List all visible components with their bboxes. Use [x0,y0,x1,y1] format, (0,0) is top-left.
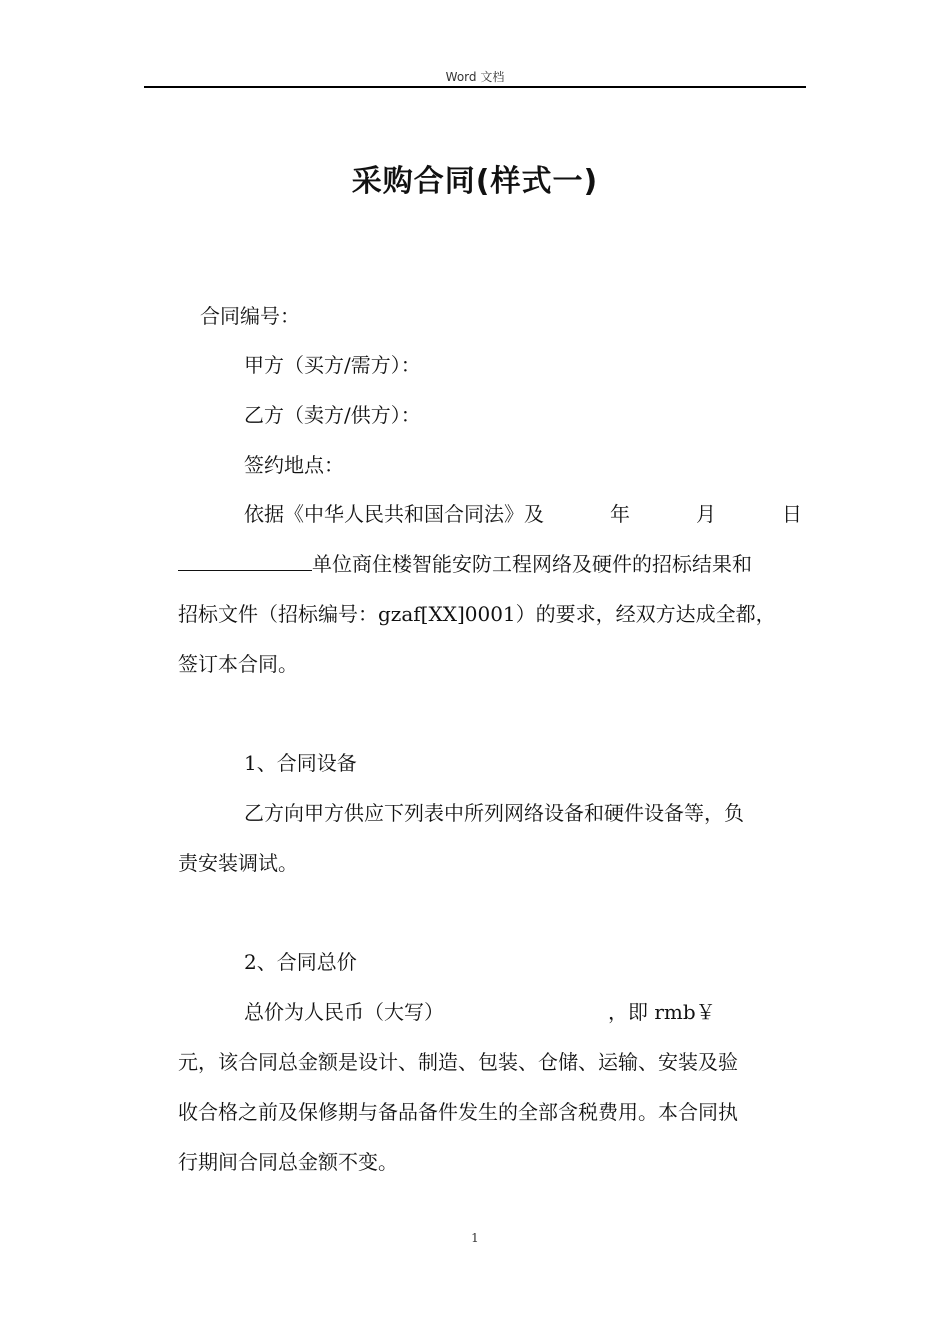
section-text [244,998,716,1026]
section-heading: 1、合同设备 [244,751,357,775]
intro-line-2 [178,550,752,578]
blank-underline [178,552,312,571]
section-text: 行期间合同总金额不变。 [178,1150,398,1174]
intro-text: 依据《中华人民共和国合同法》及 [244,502,544,526]
section-text: 乙方向甲方供应下列表中所列网络设备和硬件设备等，负 [244,801,744,825]
signing-place-label: 签约地点： [244,453,344,477]
header-divider [144,86,806,88]
header-text: Word 文档 [445,70,505,84]
price-label: 总价为人民币（大写） [244,1000,444,1024]
intro-line-3: 招标文件（招标编号：gzaf[XX]0001）的要求，经双方达成全都， [178,602,776,626]
intro-text: 单位商住楼智能安防工程网络及硬件的招标结果和 [312,552,752,576]
document-title: 采购合同(样式一) [351,164,599,199]
section-text: 收合格之前及保修期与备品备件发生的全部含税费用。本合同执 [178,1100,738,1124]
page-number: 1 [471,1231,479,1245]
intro-line-1 [244,500,802,528]
month-label: 月 [696,502,716,526]
party-b-label: 乙方（卖方/供方）： [244,403,421,427]
section-text: 元，该合同总金额是设计、制造、包装、仓储、运输、安装及验 [178,1050,738,1074]
year-label: 年 [610,502,630,526]
rmb-label: ，即 rmb￥ [608,1000,716,1024]
section-heading: 2、合同总价 [244,950,357,974]
intro-line-4: 签订本合同。 [178,652,298,676]
party-a-label: 甲方（买方/需方）： [244,353,421,377]
day-label: 日 [782,502,802,526]
contract-number-label: 合同编号： [200,304,300,328]
section-text: 责安装调试。 [178,851,298,875]
